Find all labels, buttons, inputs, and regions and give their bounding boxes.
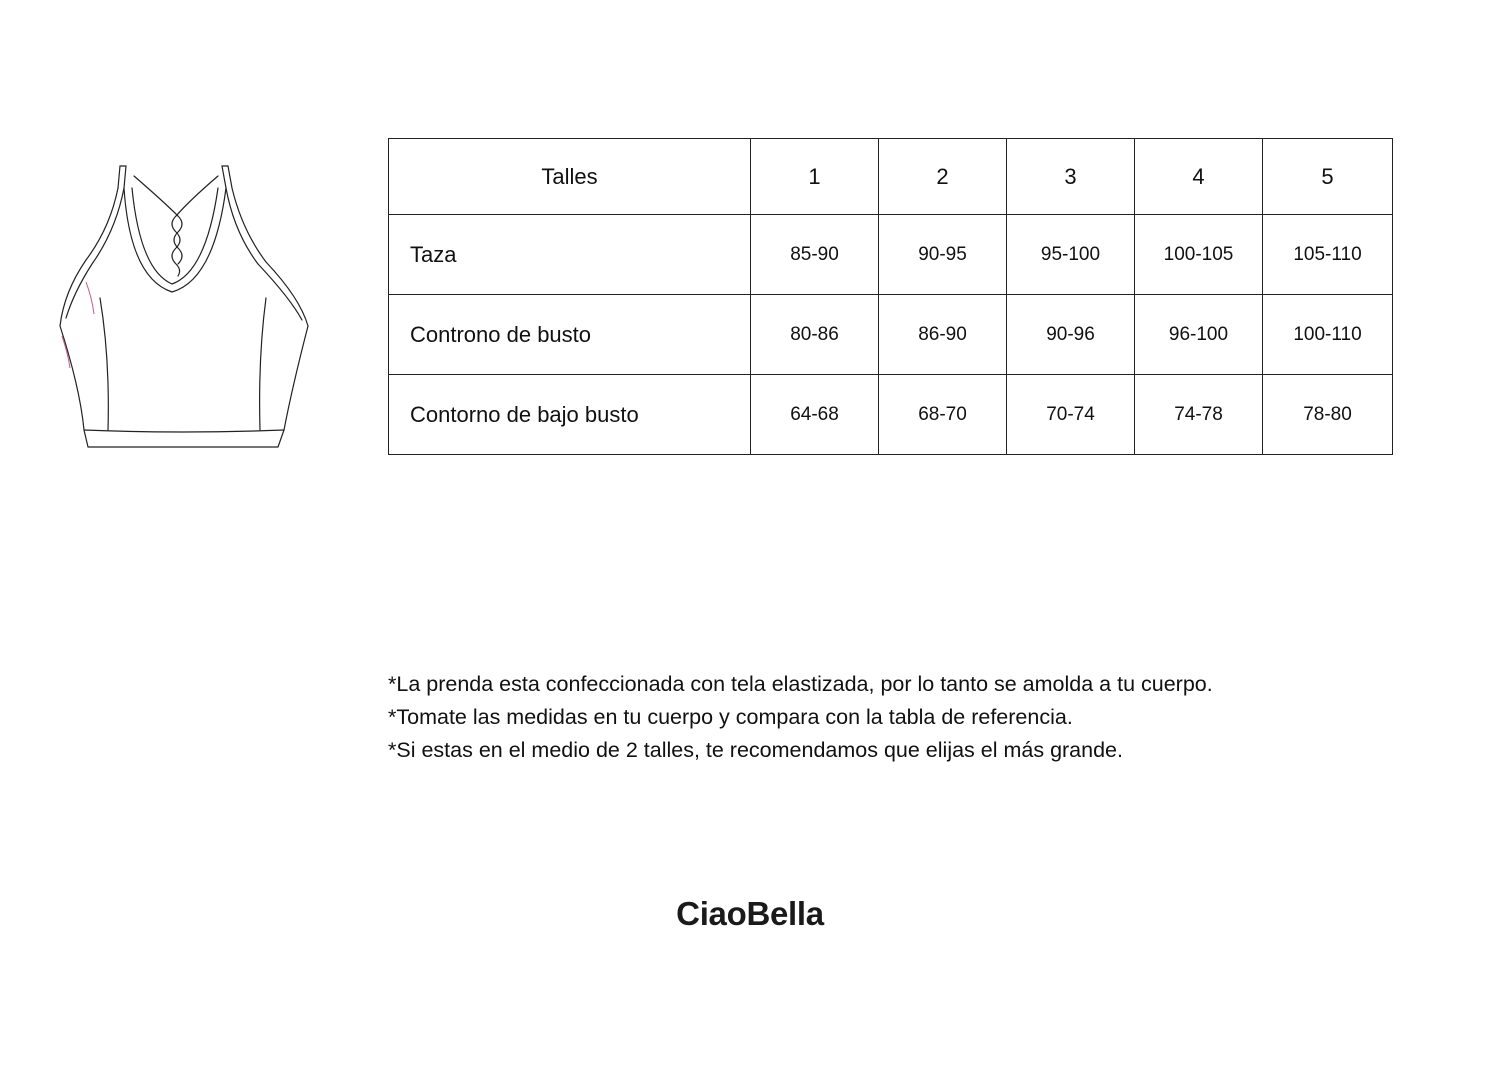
size-header-row — [389, 139, 1393, 215]
size-header: 2 — [879, 139, 1007, 215]
note-line: *Si estas en el medio de 2 talles, te recomendamos que elijas el más grande. — [388, 738, 1123, 762]
row-label: Taza — [389, 215, 751, 295]
note-line: *La prenda esta confeccionada con tela elastizada, por lo tanto se amolda a tu cuerpo. — [388, 672, 1213, 696]
header-label: Talles — [389, 139, 751, 215]
table-cell: 90-95 — [879, 215, 1007, 295]
row-label: Contorno de bajo busto — [389, 375, 751, 455]
table-cell: 85-90 — [751, 215, 879, 295]
table-row — [389, 375, 1393, 455]
table-cell: 78-80 — [1263, 375, 1393, 455]
table-cell: 64-68 — [751, 375, 879, 455]
table-cell: 86-90 — [879, 295, 1007, 375]
table-cell: 68-70 — [879, 375, 1007, 455]
table-cell: 74-78 — [1135, 375, 1263, 455]
size-chart-table — [388, 138, 1393, 455]
table-cell: 100-110 — [1263, 295, 1393, 375]
table-cell: 100-105 — [1135, 215, 1263, 295]
care-notes — [388, 668, 1213, 767]
size-header: 4 — [1135, 139, 1263, 215]
table-cell: 90-96 — [1007, 295, 1135, 375]
sports-top-illustration — [52, 158, 314, 454]
table-cell: 95-100 — [1007, 215, 1135, 295]
size-header: 1 — [751, 139, 879, 215]
table-row — [389, 215, 1393, 295]
size-header: 3 — [1007, 139, 1135, 215]
table-cell: 105-110 — [1263, 215, 1393, 295]
table-row — [389, 295, 1393, 375]
note-line: *Tomate las medidas en tu cuerpo y compara con la tabla de referencia. — [388, 705, 1073, 729]
table-cell: 70-74 — [1007, 375, 1135, 455]
size-header: 5 — [1263, 139, 1393, 215]
row-label: Controno de busto — [389, 295, 751, 375]
table-cell: 80-86 — [751, 295, 879, 375]
brand-logo: CiaoBella — [676, 895, 824, 932]
table-cell: 96-100 — [1135, 295, 1263, 375]
